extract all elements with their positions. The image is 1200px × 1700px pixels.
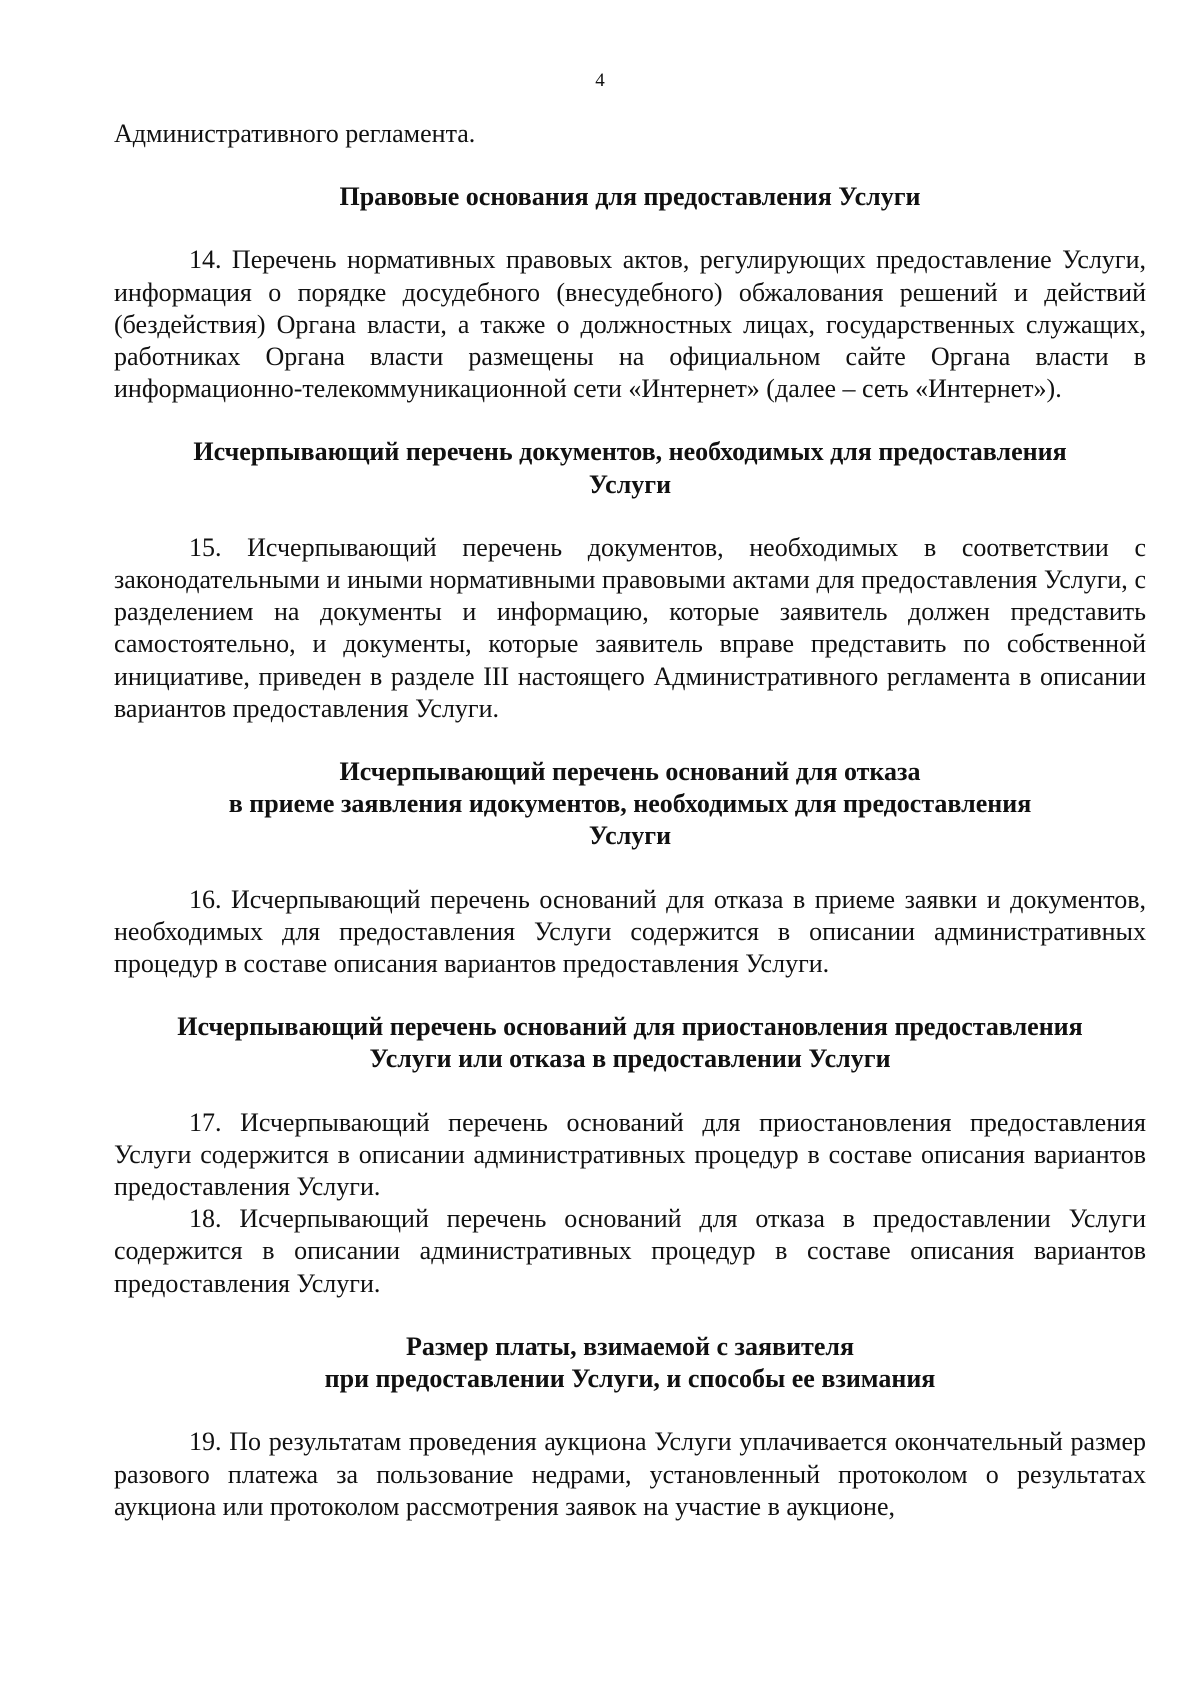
paragraph-18: 18. Исчерпывающий перечень оснований для отказа в предоставлении Услуги содержится в описании административных процедур в составе описания вариантов предоставления Услуги. [114, 1204, 1146, 1298]
heading-suspension-grounds [114, 1011, 1146, 1075]
document-body [114, 118, 1146, 1523]
heading-line: при предоставлении Услуги, и способы ее взимания [324, 1364, 936, 1394]
heading-line: Исчерпывающий перечень оснований для приостановления предоставления [177, 1012, 1083, 1042]
paragraph-continuation: Административного регламента. [114, 119, 476, 148]
paragraph-14: 14. Перечень нормативных правовых актов, регулирующих предоставление Услуги, информация о порядке досудебного (внесудебного) обжалования решений и действий (бездействия) Органа власти, а также о должностных лицах, государственных служащих, работниках Органа власти размещены на официальном сайте Органа власти в информационно-телекоммуникационной сети «Интернет» (далее – сеть «Интернет»). [114, 245, 1146, 404]
paragraph-17: 17. Исчерпывающий перечень оснований для приостановления предоставления Услуги содержится в описании административных процедур в составе описания вариантов предоставления Услуги. [114, 1107, 1146, 1202]
page-number: 4 [595, 70, 605, 91]
heading-line: Услуги [588, 469, 672, 499]
heading-legal-grounds: Правовые основания для предоставления Услуги [339, 182, 921, 212]
heading-line: Услуги или отказа в предоставлении Услуги [369, 1044, 891, 1074]
paragraph-19: 19. По результатам проведения аукциона Услуги уплачивается окончательный размер разового платежа за пользование недрами, установленный протоколом о результатах аукциона или протоколом рассмотрения заявок на участие в аукционе, [114, 1427, 1146, 1521]
paragraph-16: 16. Исчерпывающий перечень оснований для отказа в приеме заявки и документов, необходимых для предоставления Услуги содержится в описании административных процедур в составе описания вариантов предоставления Услуги. [114, 884, 1146, 979]
heading-refusal-grounds [114, 756, 1146, 853]
heading-line: Исчерпывающий перечень оснований для отказа [339, 757, 921, 787]
heading-line: Размер платы, взимаемой с заявителя [405, 1331, 855, 1361]
heading-line: в приеме заявления идокументов, необходимых для предоставления [228, 789, 1032, 819]
heading-fee [114, 1331, 1146, 1395]
heading-documents-list [114, 436, 1146, 500]
paragraph-15: 15. Исчерпывающий перечень документов, необходимых в соответствии с законодательными и иными нормативными правовыми актами для предоставления Услуги, с разделением на документы и информацию, которые заявитель должен представить самостоятельно, и документы, которые заявитель вправе представить по собственной инициативе, приведен в разделе III настоящего Административного регламента в описании вариантов предоставления Услуги. [114, 532, 1146, 723]
heading-line: Услуги [588, 821, 672, 851]
heading-line: Исчерпывающий перечень документов, необходимых для предоставления [193, 437, 1067, 467]
